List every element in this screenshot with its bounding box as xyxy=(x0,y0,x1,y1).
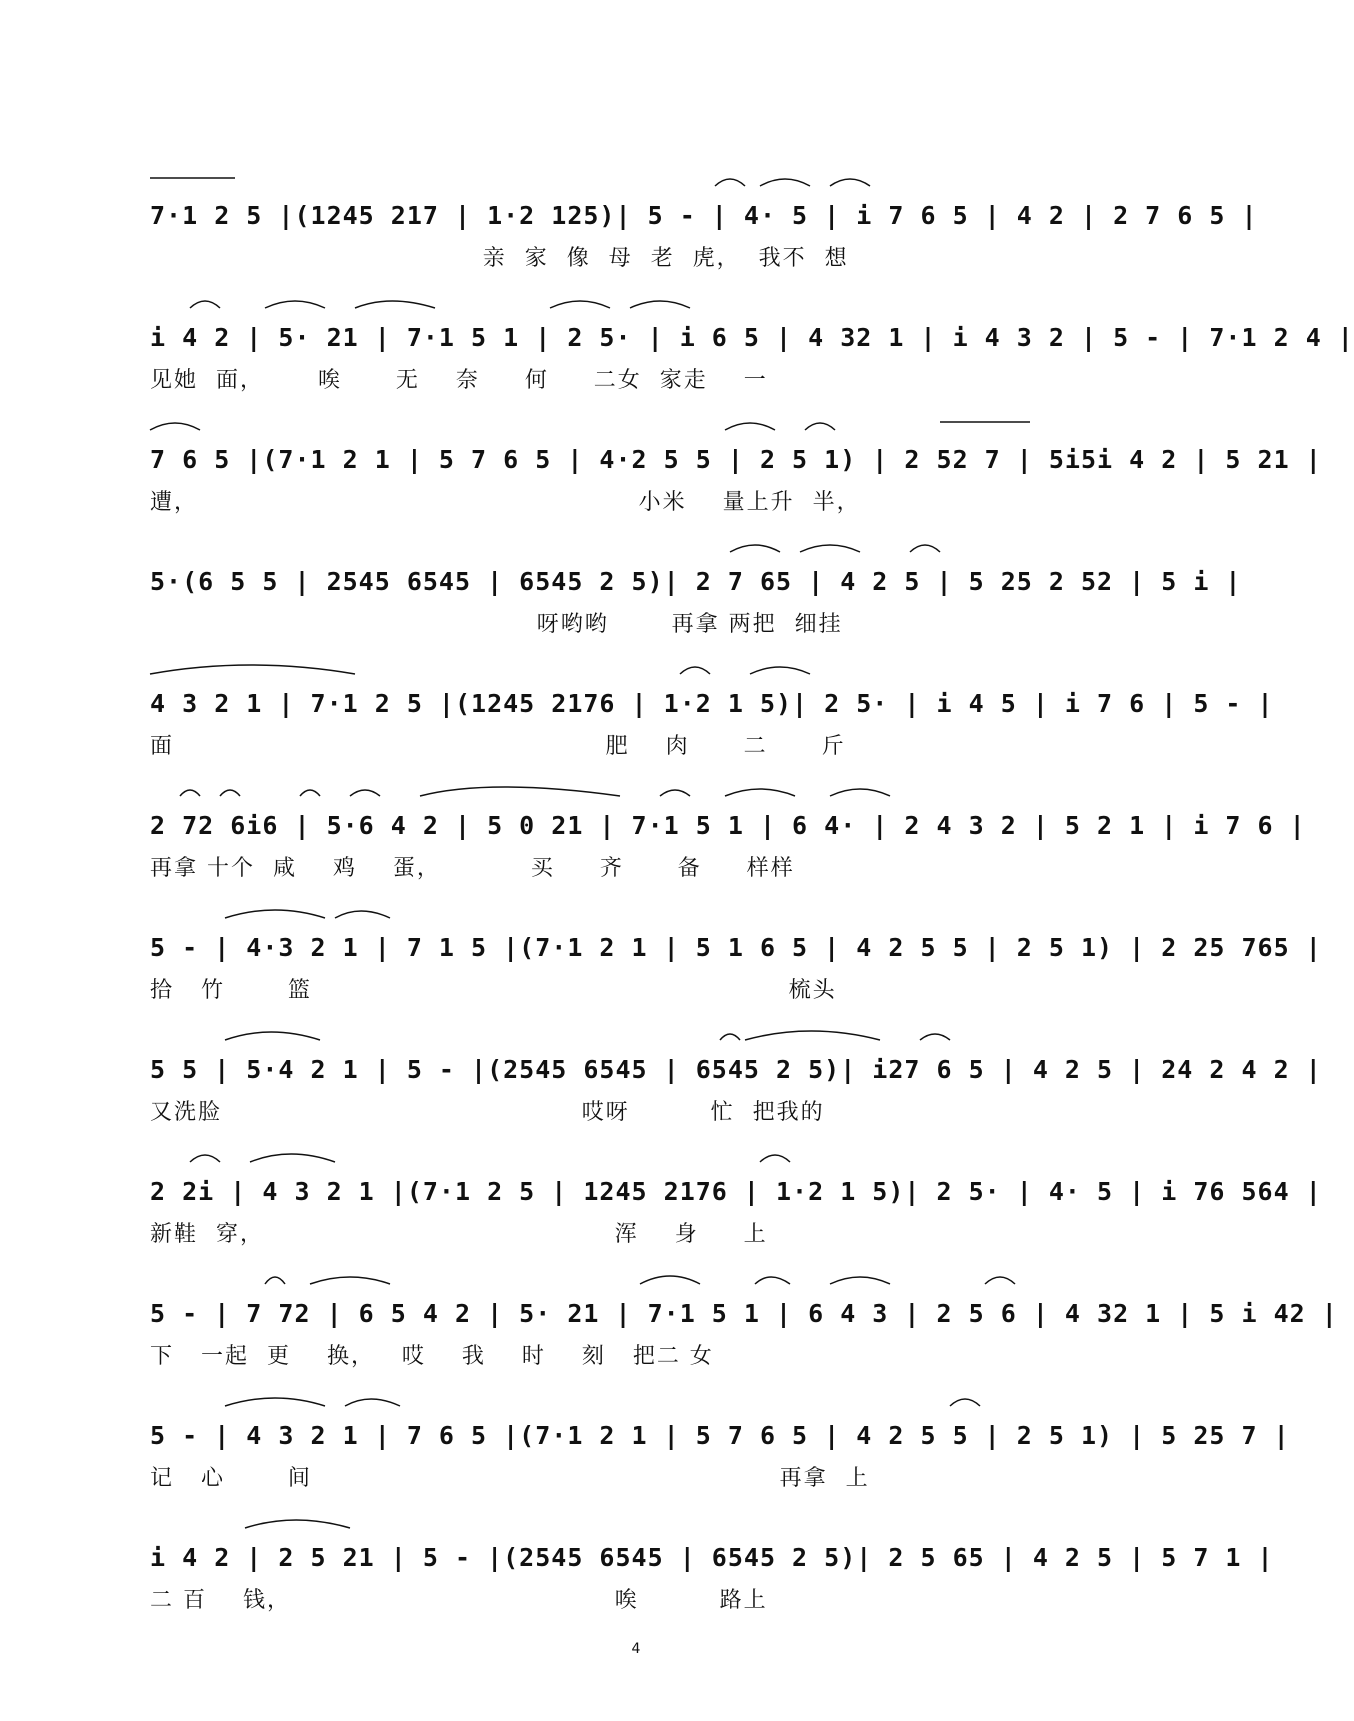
score xyxy=(150,168,1354,1632)
system-8 xyxy=(150,1022,1322,1144)
lyrics-line: 见她 面， 唉 无 奈 何 二女 家走 一 xyxy=(150,368,768,393)
system-6 xyxy=(150,778,1306,900)
lyrics-line: 再拿 十个 咸 鸡 蛋， 买 齐 备 样样 xyxy=(150,856,795,881)
lyrics-line: 呀哟哟 再拿 两把 细挂 xyxy=(150,612,843,637)
lyrics-line: 面 肥 肉 二 斤 xyxy=(150,734,846,759)
lyrics-line: 遭， 小米 量上升 半， xyxy=(150,490,861,515)
notation-line: 5 - | 4 3 2 1 | 7 6 5 |(7·1 2 1 | 5 7 6 5 | 4 2 5 5 | 2 5 1) | 5 25 7 | xyxy=(150,1421,1290,1450)
page-number: 4 xyxy=(631,1641,641,1657)
notation-line: 2 2i | 4 3 2 1 |(7·1 2 5 | 1245 2176 | 1·2 1 5)| 2 5· | 4· 5 | i 76 564 | xyxy=(150,1177,1322,1206)
lyrics-line: 又洗脸 哎呀 忙 把我的 xyxy=(150,1100,825,1125)
lyrics-line: 记 心 间 再拿 上 xyxy=(150,1466,870,1491)
notation-line: i 4 2 | 5· 21 | 7·1 5 1 | 2 5· | i 6 5 | 4 32 1 | i 4 3 2 | 5 - | 7·1 2 4 | xyxy=(150,323,1354,352)
notation-line: 2 72 6i6 | 5·6 4 2 | 5 0 21 | 7·1 5 1 | 6 4· | 2 4 3 2 | 5 2 1 | i 7 6 | xyxy=(150,811,1306,840)
notation-line: 7·1 2 5 |(1245 217 | 1·2 125)| 5 - | 4· 5 | i 7 6 5 | 4 2 | 2 7 6 5 | xyxy=(150,201,1258,230)
system-5 xyxy=(150,656,1274,778)
system-11 xyxy=(150,1388,1290,1510)
lyrics-line: 下 一起 更 换， 哎 我 时 刻 把二 女 xyxy=(150,1344,714,1369)
notation-line: i 4 2 | 2 5 21 | 5 - |(2545 6545 | 6545 2 5)| 2 5 65 | 4 2 5 | 5 7 1 | xyxy=(150,1543,1274,1572)
system-3 xyxy=(150,412,1322,534)
notation-line: 5 - | 4·3 2 1 | 7 1 5 |(7·1 2 1 | 5 1 6 5 | 4 2 5 5 | 2 5 1) | 2 25 765 | xyxy=(150,933,1322,962)
notation-line: 7 6 5 |(7·1 2 1 | 5 7 6 5 | 4·2 5 5 | 2 5 1) | 2 52 7 | 5i5i 4 2 | 5 21 | xyxy=(150,445,1322,474)
system-12 xyxy=(150,1510,1274,1632)
notation-line: 5 - | 7 72 | 6 5 4 2 | 5· 21 | 7·1 5 1 | 6 4 3 | 2 5 6 | 4 32 1 | 5 i 42 | xyxy=(150,1299,1338,1328)
lyrics-line: 拾 竹 篮 梳头 xyxy=(150,978,837,1003)
notation-line: 5·(6 5 5 | 2545 6545 | 6545 2 5)| 2 7 65 | 4 2 5 | 5 25 2 52 | 5 i | xyxy=(150,567,1242,596)
system-2 xyxy=(150,290,1354,412)
system-4 xyxy=(150,534,1242,656)
notation-line: 4 3 2 1 | 7·1 2 5 |(1245 2176 | 1·2 1 5)| 2 5· | i 4 5 | i 7 6 | 5 - | xyxy=(150,689,1274,718)
system-1 xyxy=(150,168,1258,290)
system-7 xyxy=(150,900,1322,1022)
lyrics-line: 新鞋 穿， 浑 身 上 xyxy=(150,1222,768,1247)
lyrics-line: 二 百 钱， 唉 路上 xyxy=(150,1588,768,1613)
notation-line: 5 5 | 5·4 2 1 | 5 - |(2545 6545 | 6545 2 5)| i27 6 5 | 4 2 5 | 24 2 4 2 | xyxy=(150,1055,1322,1084)
system-10 xyxy=(150,1266,1338,1388)
system-9 xyxy=(150,1144,1322,1266)
lyrics-line: 亲 家 像 母 老 虎， 我不 想 xyxy=(150,246,849,271)
